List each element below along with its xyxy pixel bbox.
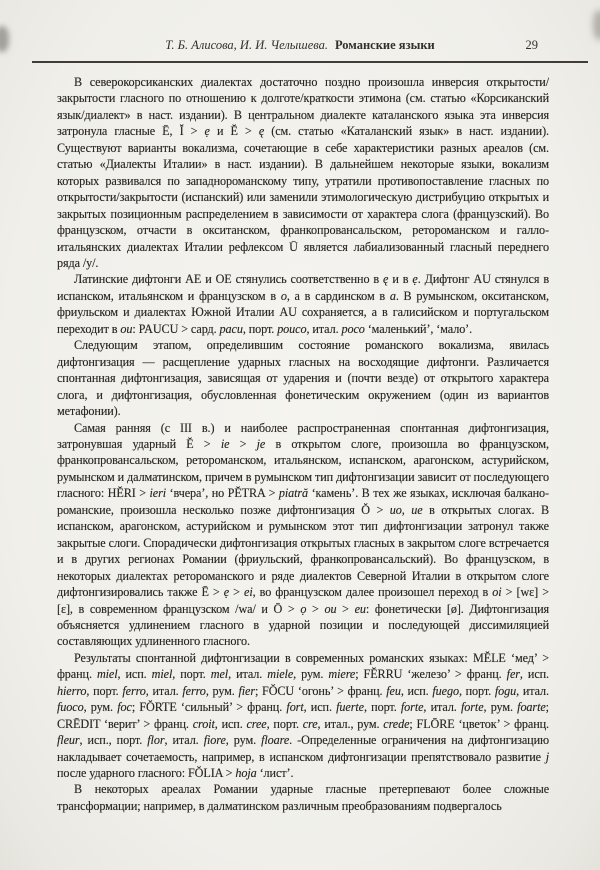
- paragraph: [57, 271, 549, 337]
- text-run: , исп., порт.: [79, 733, 148, 748]
- text-run: , рум.: [225, 733, 262, 748]
- text-run: ; FŎRTE ‘сильный’ > франц.: [131, 700, 287, 715]
- text-run: , итал.: [228, 667, 268, 682]
- text-run: Самая ранняя (с III в.) и наиболее распространенная спонтанная дифтонгизация, затронувшая ударный Ĕ >: [57, 420, 549, 451]
- text-run: ; FĔRRU ‘железо’ > франц.: [355, 667, 507, 682]
- text-run: (см. статью «Каталанский язык» в наст. издании). Существуют варианты вокализма, сочетающие в себе характеристики разных ареалов (см. статью «Диалекты Италии» в наст. издании). В дальнейшем некоторые языки, вокализм которых развивался по западнороманскому типу, утратили противопоставление гласных по открытости/закрытости (испанский) или заменили этимологическую дистрибуцию открытых и закрытых позиционным распределением в зависимости от характера слога (французский). Во французском, отчасти в окситанском, франкопровансальском, ретороманском и галло-итальянских диалектах Италии рефлексом Ū является лабиализованный гласный переднего ряда /y/.: [57, 124, 549, 270]
- romance-example: poco: [341, 321, 365, 336]
- text-run: , порт.: [266, 716, 303, 731]
- romance-example: feu: [386, 683, 401, 698]
- text-run: , итал., рум.: [317, 716, 384, 731]
- romance-example: floare: [261, 733, 290, 748]
- romance-example: crede: [383, 716, 410, 731]
- text-run: и в: [388, 272, 413, 287]
- romance-example: foc: [117, 700, 132, 715]
- romance-example: fier: [238, 683, 255, 698]
- romance-example: miele: [267, 667, 294, 682]
- text-run: , исп.: [400, 683, 433, 698]
- text-run: >: [229, 436, 257, 451]
- text-run: после ударного гласного: FŎLIA >: [57, 766, 236, 781]
- romance-example: fleur: [57, 733, 80, 748]
- text-run: В северокорсиканских диалектах достаточно поздно произошла инверсия открытости/закрытости гласного по отношению к долготе/краткости этимона (см. статью «Корсиканский язык/диалект» в наст. издании). В центральном диалекте каталанского языка эта инверсия затронула гласные Ē, Ĭ >: [57, 75, 549, 139]
- text-run: Следующим этапом, определившим состояние романского вокализма, явилась дифтонгизация — расщепление ударных гласных на восходящие дифтонги. Различается спонтанная дифтонгизация, зависящая от ударения и (почти везде) от открытого характера слога, и дифтонгизация, обусловленная фонетическим окружением (один из вариантов метафонии).: [57, 338, 549, 419]
- romance-example: uo: [389, 502, 402, 517]
- text-run: > [wɛ] > [ɛ], в современном французском /wa/ и Ō >: [57, 585, 549, 616]
- romance-example: ieri: [149, 486, 167, 501]
- romance-example: fer: [506, 667, 520, 682]
- romance-example: ie: [220, 436, 230, 451]
- text-run: , итал.: [164, 733, 204, 748]
- romance-example: a: [389, 288, 396, 303]
- text-run: Латинские дифтонги AE и OE стянулись соответственно в: [74, 272, 384, 287]
- text-run: , итал.: [516, 683, 549, 698]
- romance-example: eu: [354, 601, 366, 616]
- text-run: ‘вчера’, но PĔTRA >: [166, 486, 279, 501]
- text-run: : фонетически [ø]. Дифтонгизация объясняется удлинением гласного в ударной позиции и последующей диссимиляцией составляющих удлиненного гласного.: [57, 601, 549, 649]
- paragraph: [57, 650, 549, 782]
- romance-example: forte: [400, 700, 424, 715]
- romance-example: croit: [192, 716, 215, 731]
- text-run: , рум.: [483, 700, 518, 715]
- text-run: >: [229, 585, 245, 600]
- romance-example: o: [280, 288, 287, 303]
- romance-example: fogu: [494, 683, 517, 698]
- romance-example: je: [256, 436, 266, 451]
- scan-artifact-top-right: [593, 10, 600, 40]
- text-run: , порт.: [172, 667, 211, 682]
- text-run: , рум.: [293, 667, 329, 682]
- text-run: , исп.: [519, 667, 549, 682]
- romance-example: pacu: [219, 321, 243, 336]
- romance-example: ẹ: [412, 272, 418, 287]
- romance-example: ẹ: [223, 585, 230, 600]
- romance-example: ferro: [122, 683, 146, 698]
- header-authors: Т. Б. Алисова, И. И. Челышева.: [165, 38, 328, 52]
- text-run: , итал.: [423, 700, 461, 715]
- romance-example: foarte: [517, 700, 546, 715]
- romance-example: mel: [210, 667, 229, 682]
- header-book-title: Романские языки: [334, 38, 435, 52]
- text-run: . Дифтонг AU стянулся в испанском, итальянском и французском в: [57, 272, 549, 303]
- paragraph: [57, 420, 549, 650]
- romance-example: piatră: [278, 486, 309, 501]
- text-run: ‘маленький’, ‘мало’.: [364, 321, 473, 336]
- text-run: ; CRĒDIT ‘верит’ > франц.: [57, 700, 549, 731]
- running-header: [0, 38, 600, 56]
- text-run: , а в сардинском в: [286, 288, 390, 303]
- text-run: , рум.: [205, 683, 239, 698]
- text-run: в открытом слоге, произошла во французском, франкопровансальском, ретороманском, итальянском, испанском, арагонском, астурийском, румынском и далматинском, причем в румынском тип дифтонгизации зависит от последующего гласного: HĔRI >: [57, 436, 549, 501]
- text-run: , порт.: [86, 683, 123, 698]
- romance-example: hoja: [235, 766, 257, 781]
- romance-example: fiore: [203, 733, 226, 748]
- text-run: . -Определенные ограничения на дифтонгизацию накладывает сочетаемость, например, в испанском дифтонгизации препятствовало развитие: [57, 733, 549, 764]
- romance-example: hierro: [57, 683, 87, 698]
- text-run: в открытых слогах. В испанском, арагонском, астурийском и румынском этот тип дифтонгизации затронул также закрытые слоги. Спорадически дифтонгизация открытых гласных в закрытом слоге встречается и в других регионах Романии (фриульский, франкопровансальский). Во французском, в некоторых диалектах ретороманского и ряде диалектов Северной Италии в открытом слоге дифтонгизировались также Ē >: [57, 502, 549, 600]
- text-run: , исп.: [303, 700, 337, 715]
- text-run: , итал.: [145, 683, 183, 698]
- romance-example: cre: [302, 716, 318, 731]
- romance-example: miel: [96, 667, 118, 682]
- romance-example: oi: [492, 585, 502, 600]
- romance-example: fuoco: [57, 700, 84, 715]
- romance-example: ę: [258, 124, 265, 139]
- text-run: >: [306, 601, 325, 616]
- romance-example: ue: [411, 502, 423, 517]
- romance-example: ou: [324, 601, 337, 616]
- text-run: В некоторых ареалах Романии ударные гласные претерпевают более сложные трансформации; например, в далматинском различным преобразованиям подвергалось: [57, 782, 549, 813]
- text-run: ; FLŌRE ‘цветок’ > франц.: [409, 716, 549, 731]
- text-run: , порт.: [458, 683, 495, 698]
- text-run: Результаты спонтанной дифтонгизации в современных романских языках: MĔLE ‘мед’ > франц.: [57, 650, 549, 682]
- text-run: ‘камень’. В тех же языках, исключая балкано-романские, произошла несколько позже дифтонгизация Ŏ >: [57, 486, 549, 517]
- romance-example: ou: [120, 321, 133, 336]
- romance-example: forte: [460, 700, 484, 715]
- text-run: , итал.: [306, 321, 342, 336]
- romance-example: fuerte: [336, 700, 364, 715]
- text-run: и Ĕ >: [209, 124, 259, 139]
- text-run: ‘лист’.: [256, 766, 294, 781]
- page-body: [57, 74, 549, 864]
- text-run: : PAUCU > сард.: [132, 321, 220, 336]
- paragraph: [57, 337, 549, 419]
- romance-example: miere: [328, 667, 356, 682]
- romance-example: flor: [147, 733, 165, 748]
- text-run: , во французском далее произошел переход в: [252, 585, 493, 600]
- text-run: , порт.: [363, 700, 401, 715]
- header-rule: [32, 61, 588, 63]
- page-number: 29: [525, 38, 538, 52]
- romance-example: ę: [383, 272, 389, 287]
- romance-example: ọ: [300, 601, 307, 616]
- romance-example: ẹ: [204, 124, 210, 139]
- romance-example: ferro: [182, 683, 206, 698]
- text-run: >: [336, 601, 355, 616]
- text-run: ; FŎCU ‘огонь’ > франц.: [255, 683, 387, 698]
- text-run: , исп.: [214, 716, 247, 731]
- paragraph: [57, 74, 549, 271]
- text-run: , рум.: [83, 700, 118, 715]
- romance-example: cree: [246, 716, 267, 731]
- romance-example: pouco: [277, 321, 307, 336]
- header-center: [0, 38, 600, 53]
- text-run: , исп.: [117, 667, 152, 682]
- romance-example: miel: [151, 667, 173, 682]
- romance-example: ei: [244, 585, 253, 600]
- romance-example: fuego: [432, 683, 459, 698]
- paragraph: [57, 781, 549, 814]
- text-run: ,: [401, 502, 412, 517]
- romance-example: j: [545, 749, 549, 764]
- romance-example: fort: [286, 700, 304, 715]
- text-run: , порт.: [242, 321, 278, 336]
- text-run: . В румынском, окситанском, фриульском и диалектах Южной Италии AU сохраняется, а в галисийском и португальском переходит в: [57, 288, 549, 336]
